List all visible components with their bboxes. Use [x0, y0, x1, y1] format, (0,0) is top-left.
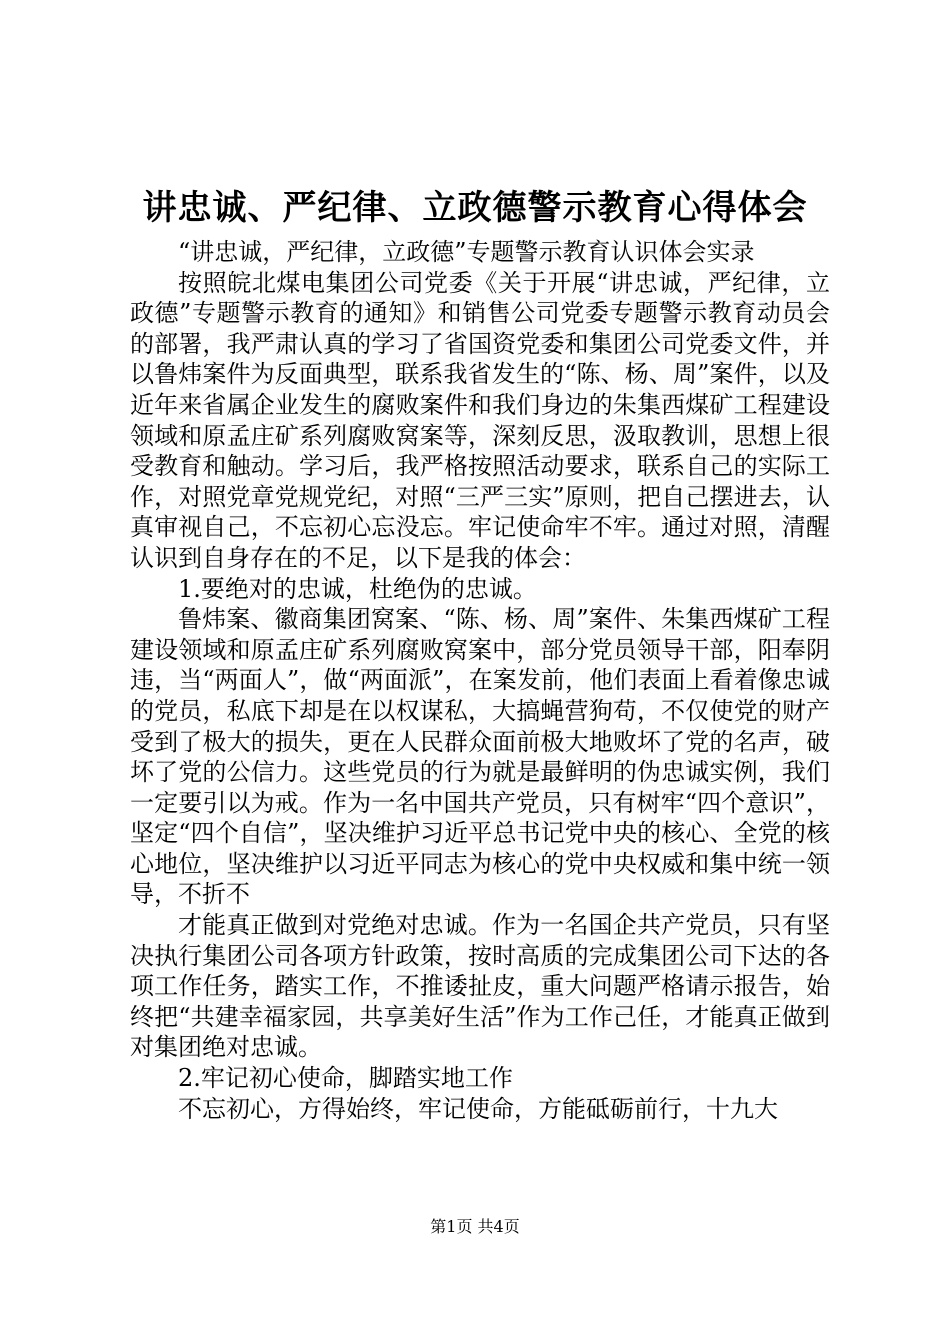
body-paragraph: 才能真正做到对党绝对忠诚。作为一名国企共产党员，只有坚决执行集团公司各项方针政策，按时高质的完成集团公司下达的各项工作任务，踏实工作，不推诿扯皮，重大问题严格请示报告，始终把“共建幸福家园，共享美好生活”作为工作己任，才能真正做到对集团绝对忠诚。 — [130, 911, 830, 1062]
document-title: 讲忠诚、严纪律、立政德警示教育心得体会 — [142, 188, 808, 228]
section-heading-2: 2.牢记初心使命，脚踏实地工作 — [178, 1064, 513, 1093]
subtitle-paragraph: “讲忠诚，严纪律，立政德”专题警示教育认识体会实录 — [178, 238, 755, 266]
body-paragraph: 不忘初心，方得始终，牢记使命，方能砥砺前行，十九大 — [178, 1094, 778, 1123]
page-footer: 第1页 共4页 — [430, 1217, 520, 1236]
document-body — [130, 237, 830, 1124]
section-heading-1: 1.要绝对的忠诚，杜绝伪的忠诚。 — [178, 574, 537, 603]
intro-paragraph: 按照皖北煤电集团公司党委《关于开展“讲忠诚，严纪律，立政德”专题警示教育的通知》和销售公司党委专题警示教育动员会的部署，我严肃认真的学习了省国资党委和集团公司党委文件，并以鲁炜案件为反面典型，联系我省发生的“陈、杨、周”案件，以及近年来省属企业发生的腐败案件和我们身边的朱集西煤矿工程建设领域和原孟庄矿系列腐败窝案等，深刻反思，汲取教训，思想上很受教育和触动。学习后，我严格按照活动要求，联系自己的实际工作，对照党章党规党纪，对照“三严三实”原则，把自己摆进去，认真审视自己，不忘初心忘没忘。牢记使命牢不牢。通过对照，清醒认识到自身存在的不足，以下是我的体会： — [130, 268, 830, 572]
body-paragraph: 鲁炜案、徽商集团窝案、“陈、杨、周”案件、朱集西煤矿工程建设领域和原孟庄矿系列腐败窝案中，部分党员领导干部，阳奉阴违，当“两面人”，做“两面派”，在案发前，他们表面上看着像忠诚的党员，私底下却是在以权谋私，大搞蝇营狗苟，不仅使党的财产受到了极大的损失，更在人民群众面前极大地败坏了党的名声，破坏了党的公信力。这些党员的行为就是最鲜明的伪忠诚实例，我们一定要引以为戒。作为一名中国共产党员，只有树牢“四个意识”，坚定“四个自信”，坚决维护习近平总书记党中央的核心、全党的核心地位，坚决维护以习近平同志为核心的党中央权威和集中统一领导，不折不 — [130, 605, 830, 909]
